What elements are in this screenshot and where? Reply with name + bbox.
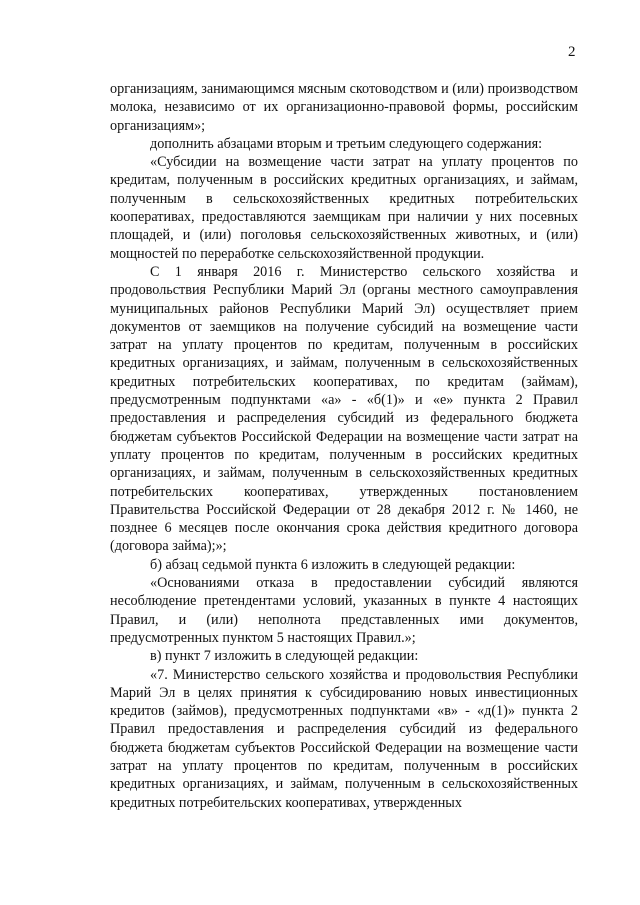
paragraph-continuation: организациям, занимающимся мясным скотоводством и (или) производством молока, независимо от их организационно-правовой формы, российским организациям»;	[110, 81, 578, 134]
document-body	[110, 80, 578, 812]
paragraph-item-b: б) абзац седьмой пункта 6 изложить в следующей редакции:	[150, 556, 516, 573]
paragraph-add-clauses: дополнить абзацами вторым и третьим следующего содержания:	[150, 135, 543, 152]
paragraph-from-january-2016: С 1 января 2016 г. Министерство сельского хозяйства и продовольствия Республики Марий Эл (органы местного самоуправления муниципальных районов Республики Марий Эл) осуществляет прием документов от заемщиков на получение субсидий на возмещение части затрат на уплату процентов по кредитам, полученным в российских кредитных организациях, и займам, полученным в сельскохозяйственных кредитных потребительских кооперативах, по кредитам (займам), предусмотренным подпунктами «а» - «б(1)» и «е» пункта 2 Правил предоставления и распределения субсидий из федерального бюджета бюджетам субъектов Российской Федерации на возмещение части затрат на уплату процентов по кредитам, полученным в российских кредитных организациях, и займам, полученным в сельскохозяйственных кредитных потребительских кооперативах, утвержденных постановлением Правительства Российской Федерации от 28 декабря 2012 г. № 1460, не позднее 6 месяцев после окончания срока действия кредитного договора (договора займа);»;	[110, 263, 578, 555]
paragraph-refusal-grounds: «Основаниями отказа в предоставлении субсидий являются несоблюдение претендентами условий, указанных в пункте 4 настоящих Правил, и (или) неполнота представленных ими документов, предусмотренных пунктом 5 настоящих Правил.»;	[110, 575, 578, 646]
paragraph-item-v: в) пункт 7 изложить в следующей редакции:	[150, 648, 419, 665]
paragraph-point-7: «7. Министерство сельского хозяйства и продовольствия Республики Марий Эл в целях принятия к субсидированию новых инвестиционных кредитов (займов), предусмотренных подпунктами «в» - «д(1)» пункта 2 Правил предоставления и распределения субсидий из федерального бюджета бюджетам субъектов Российской Федерации на возмещение части затрат на уплату процентов по кредитам, полученным в российских кредитных организациях, и займам, полученным в сельскохозяйственных кредитных потребительских кооперативах, утвержденных	[110, 666, 578, 811]
paragraph-subsidies: «Субсидии на возмещение части затрат на уплату процентов по кредитам, полученным в российских кредитных организациях, и займам, полученным в сельскохозяйственных кредитных потребительских кооперативах, предоставляются заемщикам при наличии у них посевных площадей, и (или) поголовья сельскохозяйственных животных, и (или) мощностей по переработке сельскохозяйственной продукции.	[110, 154, 578, 262]
page-number: 2	[568, 44, 576, 60]
